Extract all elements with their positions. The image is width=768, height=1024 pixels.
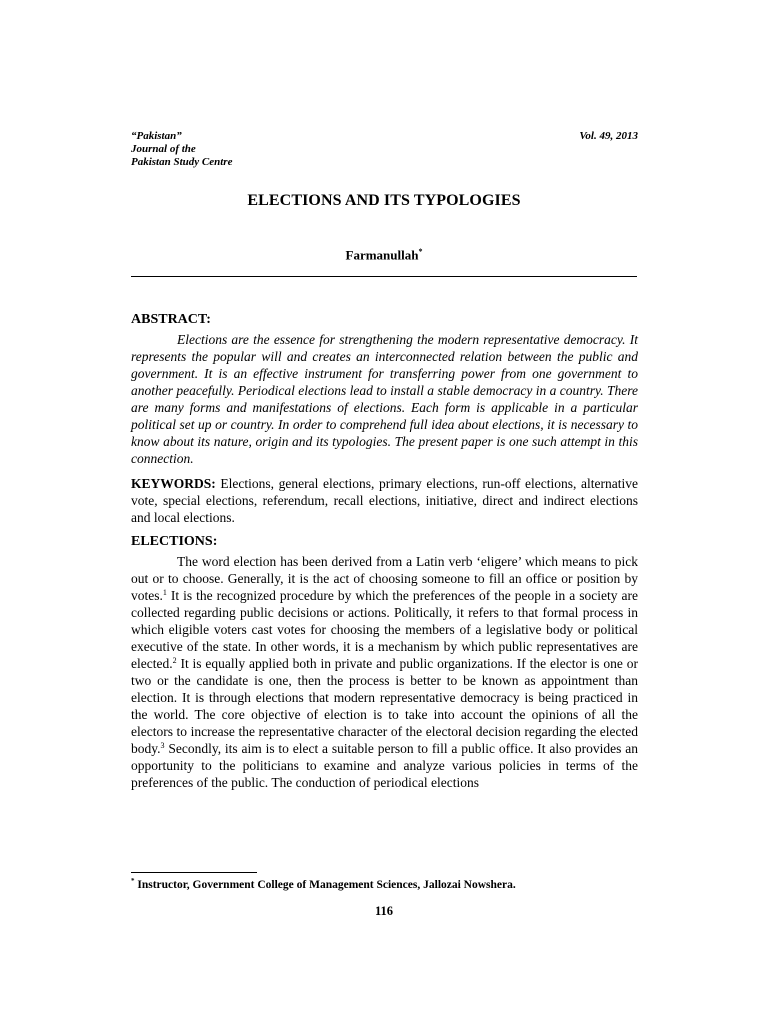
keywords-label: KEYWORDS: xyxy=(131,476,216,491)
keywords-paragraph xyxy=(131,475,638,526)
elections-text-part-1: The word election has been derived from a Latin verb ‘eligere’ which means to pick out or to choose. Generally, it is the act of choosing someone to fill an office or position by votes. xyxy=(131,554,638,603)
author-footnote xyxy=(131,877,516,891)
footnote-mark: * xyxy=(131,877,135,885)
elections-paragraph xyxy=(131,553,638,791)
volume-info: Vol. 49, 2013 xyxy=(579,130,638,142)
footnote-ref-1: 1 xyxy=(162,588,167,597)
journal-header xyxy=(131,130,232,169)
journal-centre: Pakistan Study Centre xyxy=(131,156,233,168)
paper-body xyxy=(131,311,638,791)
page-number: 116 xyxy=(374,904,394,918)
elections-text-part-4: Secondly, its aim is to elect a suitable person to fill a public office. It also provides an opportunity to the politicians to examine and analyze various policies in terms of the preferences of the public. The conduction of periodical elections xyxy=(131,741,638,790)
footnote-ref-3: 3 xyxy=(160,741,165,750)
footnote-divider xyxy=(131,872,257,873)
paper-title: ELECTIONS AND ITS TYPOLOGIES xyxy=(247,192,521,209)
author-line xyxy=(0,247,768,263)
author-footnote-mark: * xyxy=(418,247,423,256)
keywords-text: Elections, general elections, primary elections, run-off elections, alternative vote, special elections, referendum, recall elections, initiative, direct and indirect elections and local elections. xyxy=(131,476,638,525)
title-divider xyxy=(131,276,637,277)
journal-subtitle: Journal of the xyxy=(131,143,196,155)
elections-heading: ELECTIONS: xyxy=(131,534,218,549)
journal-name: “Pakistan” xyxy=(131,130,182,142)
abstract-heading: ABSTRACT: xyxy=(131,312,211,327)
footnote-text: Instructor, Government College of Management Sciences, Jallozai Nowshera. xyxy=(134,878,516,891)
footnote-ref-2: 2 xyxy=(172,656,177,665)
elections-text-part-3: It is equally applied both in private and public organizations. If the elector is one or two or the candidate is one, then the process is better to be known as appointment than election. It is through elections that modern representative democracy is being practiced in the world. The core objective of election is to take into account the opinions of all the electors to increase the representative character of the electoral decision regarding the elected body. xyxy=(131,656,638,756)
abstract-text: Elections are the essence for strengthening the modern representative democracy. It represents the popular will and creates an interconnected relation between the public and government. It is an effective instrument for transferring power from one government to another peacefully. Periodical elections lead to install a stable democracy in a country. There are many forms and manifestations of elections. Each form is applicable in a particular political set up or country. In order to comprehend full idea about elections, it is necessary to know about its nature, origin and its typologies. The present paper is one such attempt in this connection. xyxy=(131,332,638,466)
elections-text-part-2: It is the recognized procedure by which the preferences of the people in a society are collected regarding public decisions or actions. Politically, it refers to that formal process in which eligible voters cast votes for choosing the members of a legislative body or political executive of the state. In other words, it is a mechanism by which public representatives are elected. xyxy=(131,588,638,671)
author-name: Farmanullah xyxy=(345,247,419,263)
